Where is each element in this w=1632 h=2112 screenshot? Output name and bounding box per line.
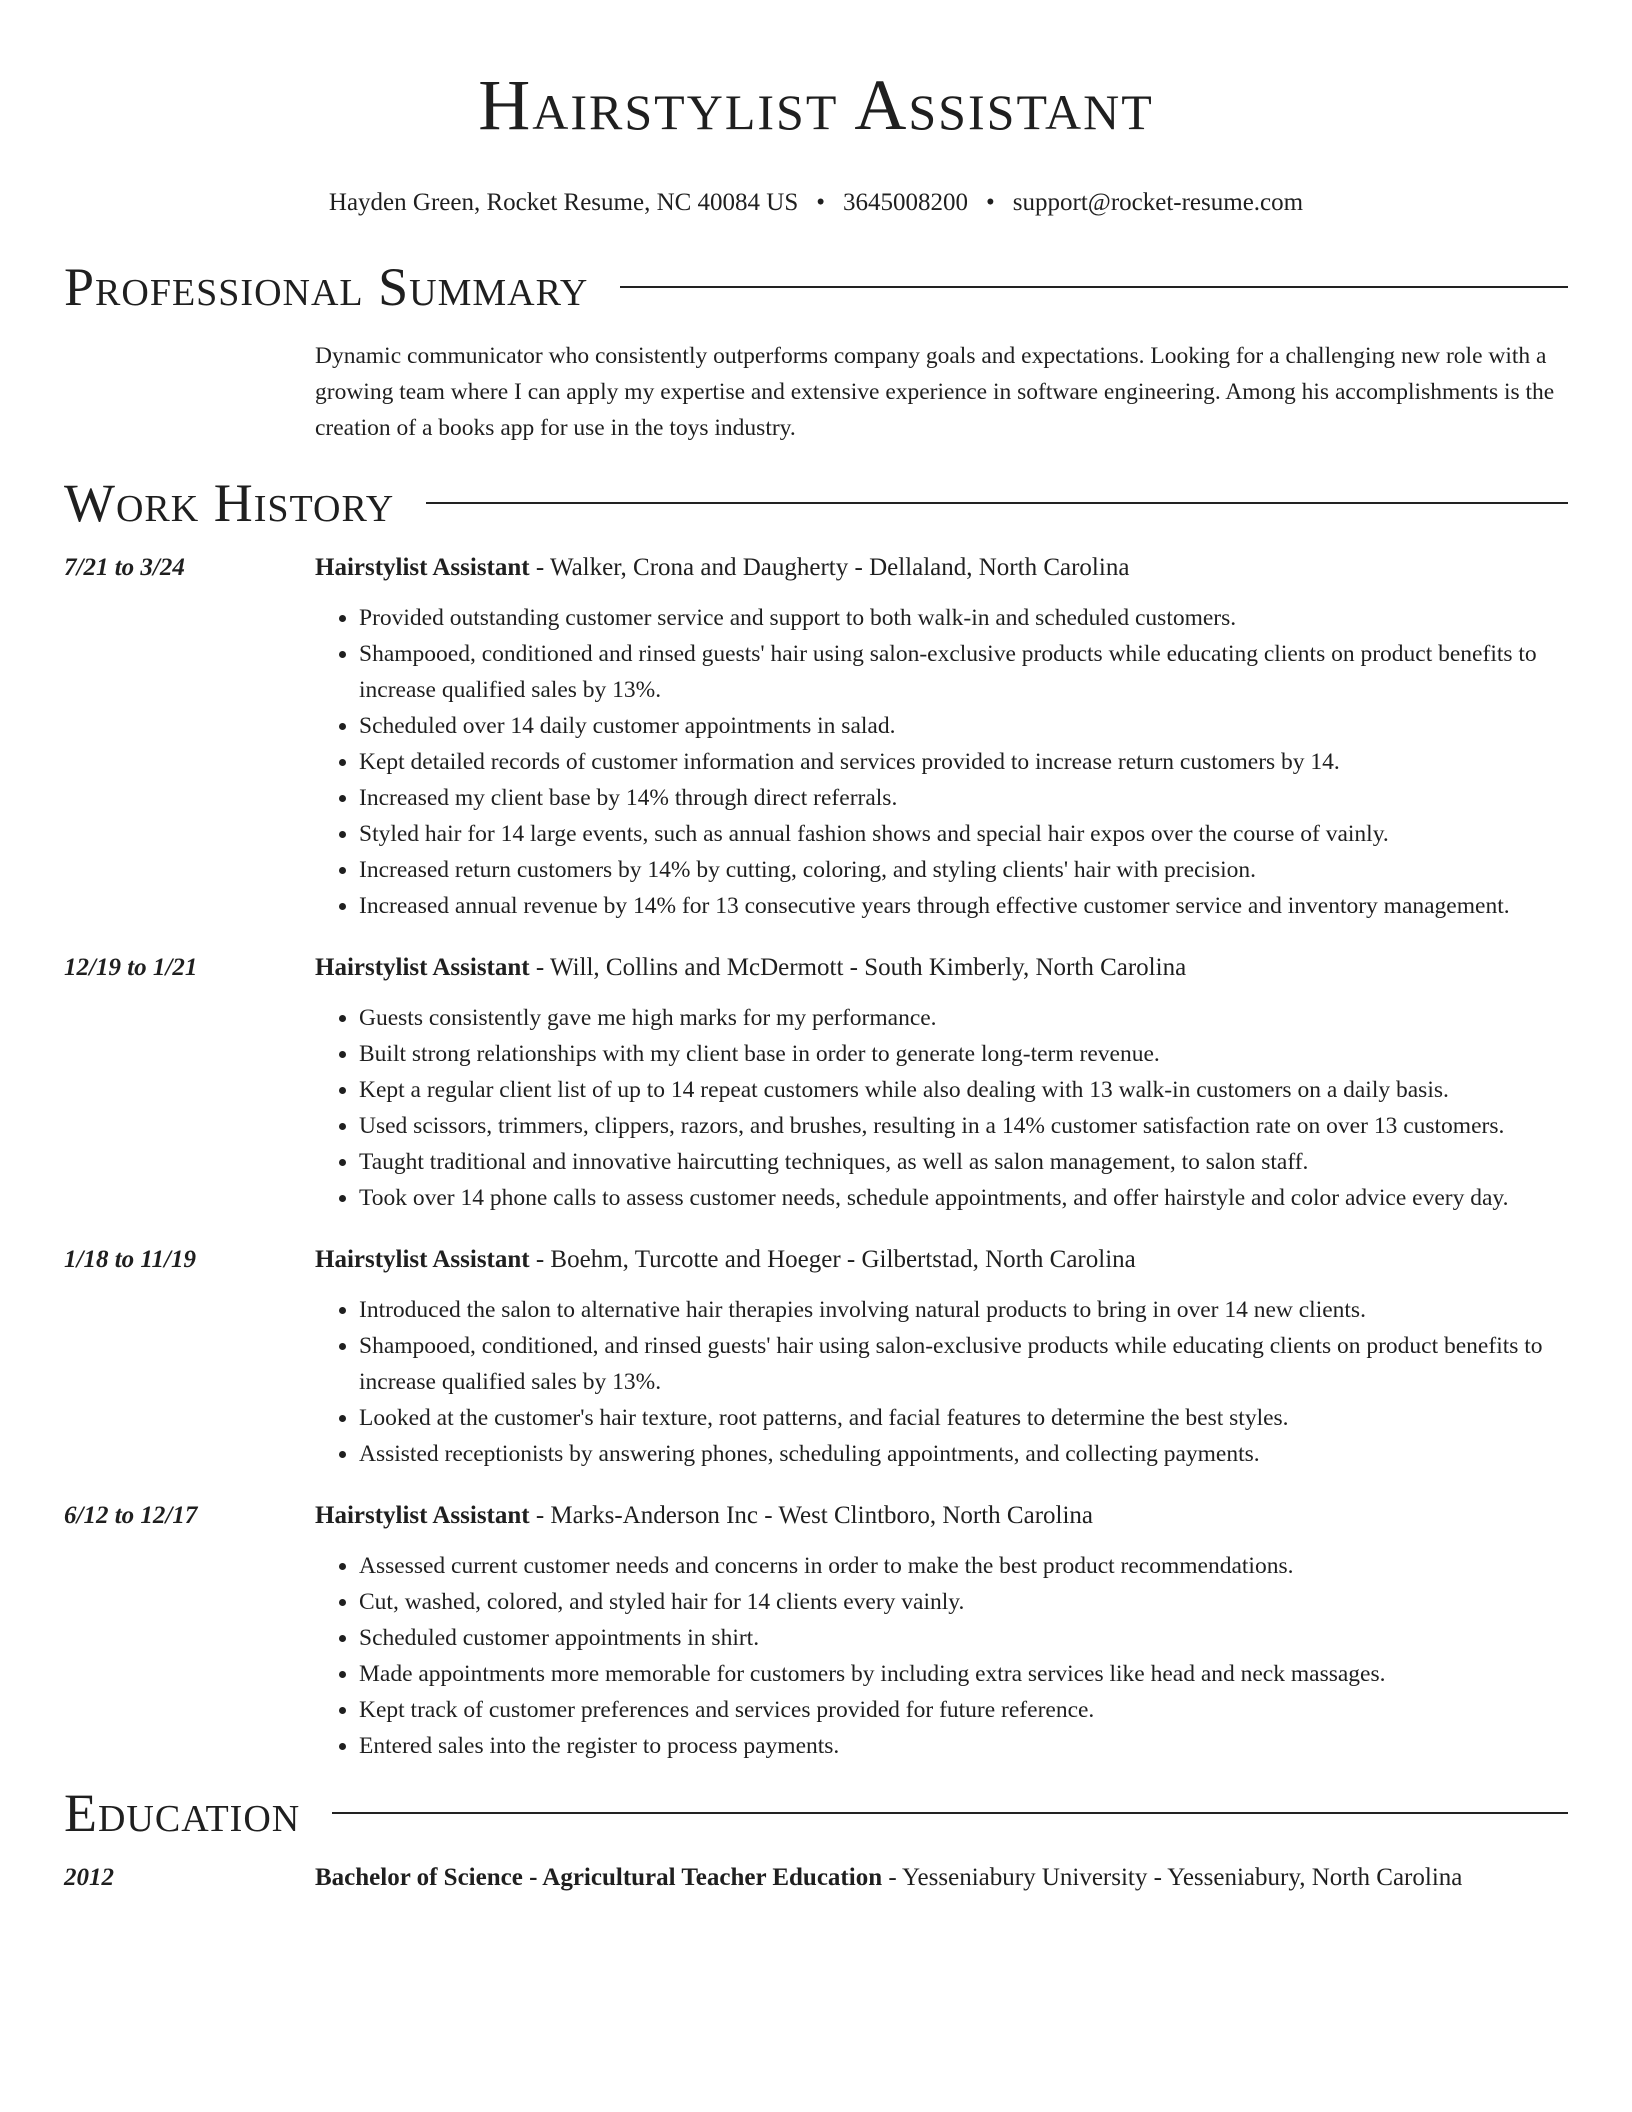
degree-name: Bachelor of Science - Agricultural Teacher Education bbox=[315, 1864, 883, 1891]
job-duties bbox=[315, 1292, 1568, 1472]
education-year: 2012 bbox=[64, 1864, 114, 1891]
contact-separator: • bbox=[986, 189, 995, 216]
job-entry bbox=[64, 1498, 1568, 1764]
job-title: Hairstylist Assistant bbox=[315, 1502, 530, 1529]
job-dates: 7/21 to 3/24 bbox=[64, 554, 185, 581]
resume-title: Hairstylist Assistant bbox=[478, 65, 1154, 145]
job-duties bbox=[315, 1000, 1568, 1216]
education-entry bbox=[64, 1860, 1568, 1896]
contact-line bbox=[64, 186, 1568, 220]
job-title: Hairstylist Assistant bbox=[315, 954, 530, 981]
job-details: - Will, Collins and McDermott - South Kimberly, North Carolina bbox=[529, 954, 1187, 981]
job-header bbox=[315, 1242, 1568, 1278]
job-duties bbox=[315, 600, 1568, 924]
duty-item: • Introduced the salon to alternative hair therapies involving natural products to bring in over 14 new clients. bbox=[359, 1292, 1568, 1328]
job-dates: 12/19 to 1/21 bbox=[64, 954, 198, 981]
duty-item: • Assessed current customer needs and concerns in order to make the best product recommendations. bbox=[359, 1548, 1568, 1584]
job-dates: 6/12 to 12/17 bbox=[64, 1502, 198, 1529]
job-header bbox=[315, 1498, 1568, 1534]
section-divider bbox=[620, 286, 1568, 288]
job-details: - Boehm, Turcotte and Hoeger - Gilbertstad, North Carolina bbox=[529, 1246, 1136, 1273]
section-divider bbox=[332, 1812, 1568, 1814]
duty-item: • Shampooed, conditioned and rinsed guests' hair using salon-exclusive products while educating clients on product benefits to increase qualified sales by 13%. bbox=[359, 636, 1568, 708]
education-header bbox=[315, 1860, 1568, 1896]
duty-item: • Kept track of customer preferences and services provided for future reference. bbox=[359, 1692, 1568, 1728]
duty-item: • Entered sales into the register to process payments. bbox=[359, 1728, 1568, 1764]
contact-phone: 3645008200 bbox=[843, 189, 969, 216]
job-header bbox=[315, 950, 1568, 986]
duty-item: • Assisted receptionists by answering phones, scheduling appointments, and collecting payments. bbox=[359, 1436, 1568, 1472]
duty-item: • Scheduled over 14 daily customer appointments in salad. bbox=[359, 708, 1568, 744]
work-section-header bbox=[64, 470, 1568, 536]
job-header bbox=[315, 550, 1568, 586]
job-entry bbox=[64, 950, 1568, 1216]
education-section-header bbox=[64, 1780, 1568, 1846]
duty-item: • Took over 14 phone calls to assess customer needs, schedule appointments, and offer hairstyle and color advice every day. bbox=[359, 1180, 1568, 1216]
work-heading: Work History bbox=[64, 473, 395, 533]
contact-separator: • bbox=[816, 189, 826, 216]
duty-item: • Looked at the customer's hair texture, root patterns, and facial features to determine the best styles. bbox=[359, 1400, 1568, 1436]
job-title: Hairstylist Assistant bbox=[315, 1246, 530, 1273]
duty-item: • Kept detailed records of customer information and services provided to increase return customers by 14. bbox=[359, 744, 1568, 780]
section-divider bbox=[426, 502, 1568, 504]
education-heading: Education bbox=[64, 1783, 301, 1843]
job-details: - Marks-Anderson Inc - West Clintboro, North Carolina bbox=[529, 1502, 1094, 1529]
contact-address: Hayden Green, Rocket Resume, NC 40084 US bbox=[328, 189, 799, 216]
duty-item: • Cut, washed, colored, and styled hair for 14 clients every vainly. bbox=[359, 1584, 1568, 1620]
job-entry bbox=[64, 1242, 1568, 1472]
duty-item: • Increased annual revenue by 14% for 13 consecutive years through effective customer service and inventory management. bbox=[359, 888, 1568, 924]
duty-item: • Built strong relationships with my client base in order to generate long-term revenue. bbox=[359, 1036, 1568, 1072]
summary-text: Dynamic communicator who consistently outperforms company goals and expectations. Looking for a challenging new role with a growing team where I can apply my expertise and extensive experience in software engineering. Among his accomplishments is the creation of a books app for use in the toys industry. bbox=[315, 343, 1555, 441]
duty-item: • Scheduled customer appointments in shirt. bbox=[359, 1620, 1568, 1656]
duty-item: • Used scissors, trimmers, clippers, razors, and brushes, resulting in a 14% customer satisfaction rate on over 13 customers. bbox=[359, 1108, 1568, 1144]
job-duties bbox=[315, 1548, 1568, 1764]
summary-section-header bbox=[64, 254, 1568, 320]
school-details: - Yesseniabury University - Yesseniabury, North Carolina bbox=[882, 1864, 1463, 1891]
job-dates: 1/18 to 11/19 bbox=[64, 1246, 196, 1273]
duty-item: • Kept a regular client list of up to 14 repeat customers while also dealing with 13 walk-in customers on a daily basis. bbox=[359, 1072, 1568, 1108]
duty-item: • Shampooed, conditioned, and rinsed guests' hair using salon-exclusive products while educating clients on product benefits to increase qualified sales by 13%. bbox=[359, 1328, 1568, 1400]
summary-heading: Professional Summary bbox=[64, 257, 589, 317]
job-entry bbox=[64, 550, 1568, 924]
duty-item: • Guests consistently gave me high marks for my performance. bbox=[359, 1000, 1568, 1036]
duty-item: • Made appointments more memorable for customers by including extra services like head and neck massages. bbox=[359, 1656, 1568, 1692]
job-title: Hairstylist Assistant bbox=[315, 554, 530, 581]
duty-item: • Styled hair for 14 large events, such as annual fashion shows and special hair expos over the course of vainly. bbox=[359, 816, 1568, 852]
duty-item: • Taught traditional and innovative haircutting techniques, as well as salon management, to salon staff. bbox=[359, 1144, 1568, 1180]
duty-item: • Provided outstanding customer service and support to both walk-in and scheduled customers. bbox=[359, 600, 1568, 636]
duty-item: • Increased return customers by 14% by cutting, coloring, and styling clients' hair with precision. bbox=[359, 852, 1568, 888]
contact-email: support@rocket-resume.com bbox=[1012, 189, 1304, 216]
duty-item: • Increased my client base by 14% through direct referrals. bbox=[359, 780, 1568, 816]
job-details: - Walker, Crona and Daugherty - Dellaland, North Carolina bbox=[529, 554, 1130, 581]
